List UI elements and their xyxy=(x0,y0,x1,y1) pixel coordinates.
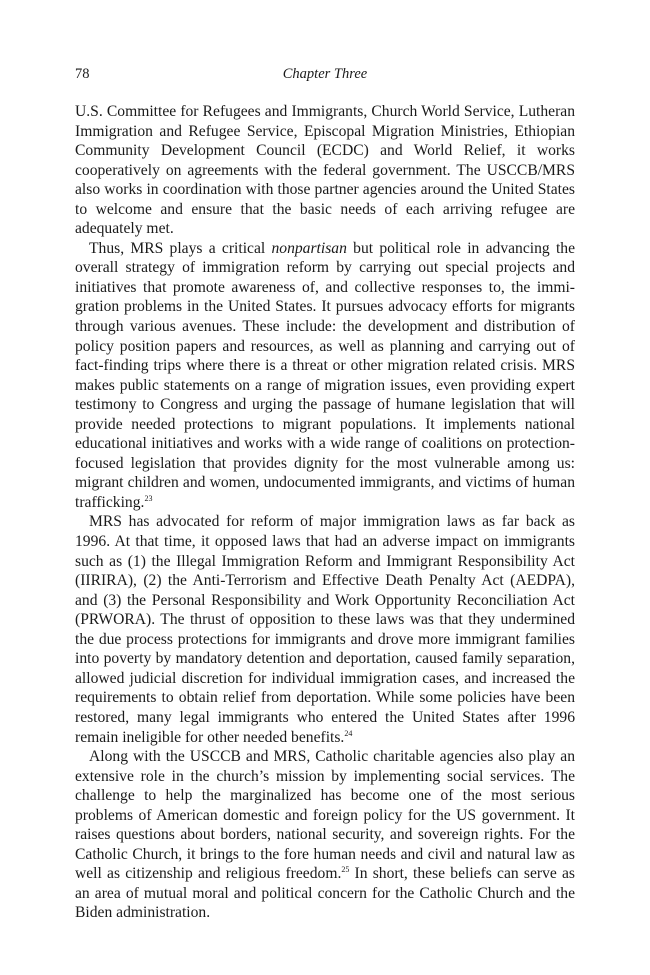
paragraph-3-text: MRS has advocated for reform of major immigration laws as far back as 1996. At that time, it opposed laws that had an adverse impact on immigrants such as (1) the Illegal Immigration Reform and Immigrant Responsibility Act (IIRIRA), (2) the Anti-Terrorism and Effective Death Penalty Act (AEDPA), and (3) the Personal Responsibility and Work Opportunity Reconciliation Act (PRWORA). The thrust of opposition to these laws was that they undermined the due process protections for immigrants and drove more immigrant families into poverty by mandatory detention and deportation, caused family separation, allowed judicial discretion for individual immigration cases, and increased the requirements to obtain relief from deportation. While some policies have been restored, many legal immigrants who entered the United States after 1996 remain ineligible for other needed benefits. xyxy=(75,513,575,746)
paragraph-2-text-start: Thus, MRS plays a critical xyxy=(89,239,272,257)
page-number: 78 xyxy=(75,66,90,82)
chapter-title: Chapter Three xyxy=(282,66,368,82)
paragraph-2 xyxy=(75,239,575,513)
paragraph-1-text: U.S. Committee for Refugees and Immigrants, Church World Service, Lutheran Immigration and Refugee Service, Episcopal Migration Ministries, Ethiopian Community Development Council (ECDC) and World Relief, it works cooperatively on agreements with the federal government. The USCCB/MRS also works in coordination with those partner agencies around the United States to welcome and ensure that the basic needs of each arriving refugee are adequately met. xyxy=(75,103,575,238)
body-text xyxy=(75,102,575,923)
paragraph-2-text-end: but political role in advancing the overall strategy of immigration reform by carrying out special projects and initiatives that promote awareness of, and collective responses to, the immigration problems in the United States. It pursues advocacy efforts for migrants through various avenues. These include: the development and distribution of policy position papers and resources, as well as planning and carrying out of fact-finding trips where there is a threat or other migration related crisis. MRS makes public statements on a range of migration issues, even providing expert testimony to Congress and urging the passage of humane legislation that will provide needed protections to migrant populations. It implements national educational initiatives and works with a wide range of coalitions on protection-focused legislation that provides dignity for the most vulnerable among us: migrant children and women, undocumented immigrants, and victims of human trafficking. xyxy=(75,239,576,511)
emphasis-nonpartisan: nonpartisan xyxy=(271,239,347,257)
paragraph-1 xyxy=(75,102,575,239)
paragraph-4 xyxy=(75,747,575,923)
paragraph-4-text-end: In short, these beliefs can serve as an area of mutual moral and political concern for the Catholic Church and the Biden administration. xyxy=(75,865,575,922)
paragraph-4-text-start: Along with the USCCB and MRS, Catholic charitable agencies also play an extensive role in the church’s mission by implementing social services. The challenge to help the marginalized has become one of the most serious problems of American domestic and foreign policy for the US government. It raises questions about borders, national security, and sovereign rights. For the Catholic Church, it brings to the fore human needs and civil and natural law as well as citizenship and religious freedom. xyxy=(75,748,575,883)
footnote-marker-23: 23 xyxy=(144,493,153,503)
footnote-marker-25: 25 xyxy=(341,865,350,875)
paragraph-3 xyxy=(75,512,575,747)
running-head xyxy=(75,66,575,86)
footnote-marker-24: 24 xyxy=(344,728,353,738)
